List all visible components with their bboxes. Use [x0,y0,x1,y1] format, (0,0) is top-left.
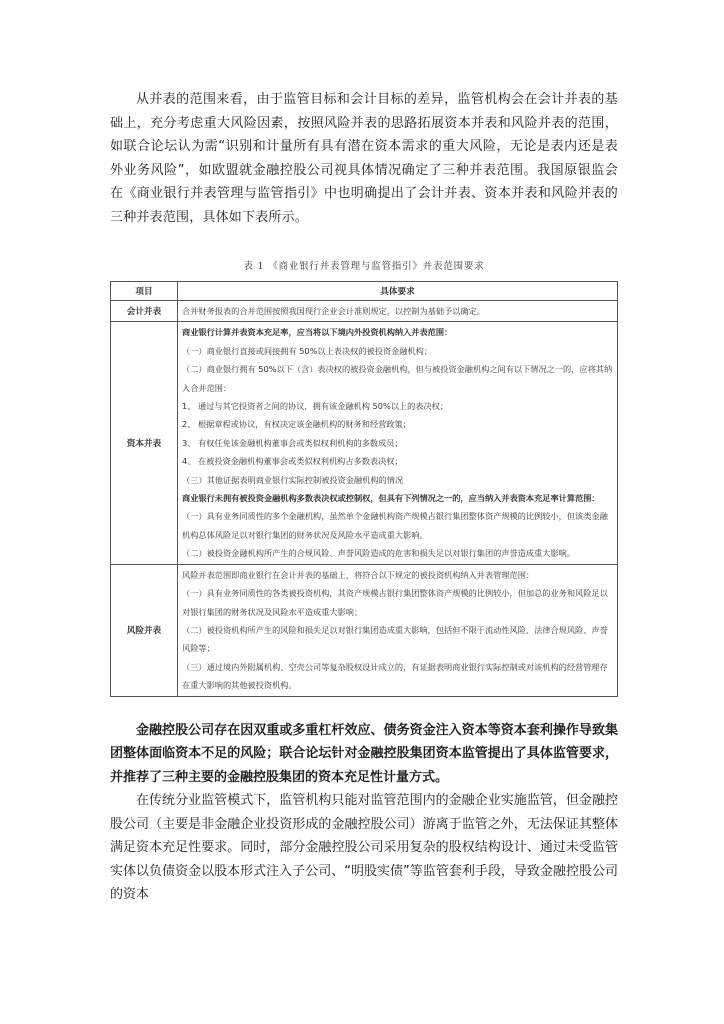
table-row [111,301,618,322]
requirement-line: （一）商业银行直接或间接拥有 50%以上表决权的被投资金融机构； [182,345,433,356]
intro-paragraph: 从并表的范围来看，由于监管目标和会计目标的差异，监管机构会在会计并表的基础上，充分考虑重大风险因素，按照风险并表的思路拓展资本并表和风险并表的范围，如联合论坛认为需“识别和计量所有具有潜在资本需求的重大风险，无论是表内还是表外业务风险”，如欧盟就金融控股公司视具体情况确定了三种并表范围。我国原银监会在《商业银行并表管理与监管指引》中也明确提出了会计并表、资本并表和风险并表的三种并表范围，具体如下表所示。 [110,92,618,225]
header-item: 项目 [111,282,178,301]
row-content [178,301,618,322]
section-heading: 金融控股公司存在因双重或多重杠杆效应、债务资金注入资本等资本套利操作导致集团整体面临资本不足的风险；联合论坛针对金融控股集团资本监管提出了具体监管要求，并推荐了三种主要的金融控股集团的资本充足性计量方式。 [110,722,618,785]
requirement-line: 2、 根据章程或协议，有权决定该金融机构的财务和经营政策； [182,419,411,430]
requirement-line: （二）被投资金融机构所产生的合规风险、声誉风险造成的危害和损失足以对银行集团的声誉造成重大影响。 [182,548,576,559]
requirement-line: （一）具有业务同质性的各类被投资机构，其资产规模占银行集团整体资产规模的比例较小，但加总的业务和风险足以对银行集团的财务状况及风险水平造成重大影响； [182,588,608,617]
table-caption: 表 1 《商业银行并表管理与监管指引》并表范围要求 [243,261,485,272]
requirement-line: 商业银行未拥有被投资金融机构多数表决权或控制权，但具有下列情况之一的，应当纳入并表资本充足率计算范围： [182,493,600,504]
requirement-line: 商业银行计算并表资本充足率，应当将以下境内外投资机构纳入并表范围： [182,327,453,338]
document-page [110,88,618,907]
consolidation-scope-table [110,281,618,697]
requirement-line: （二）被投资机构所产生的风险和损失足以对银行集团造成重大影响，包括但不限于流动性风险、法律合规风险、声誉风险等； [182,624,608,654]
row-label: 资本并表 [111,322,178,564]
table-row [111,564,618,696]
row-label: 风险并表 [111,564,178,696]
requirement-line: 4、 在被投资金融机构董事会或类似权利机构占多数表决权； [182,456,403,467]
table-row [111,322,618,564]
requirement-line: 合并财务报表的合并范围按照我国现行企业会计准则规定，以控制为基础予以确定。 [182,306,485,316]
row-content [178,322,618,564]
table-body [111,301,618,697]
requirement-line: 3、 有权任免该金融机构董事会或类似权利机构的多数成员； [182,437,403,448]
requirement-line: 1、 通过与其它投资者之间的协议，拥有该金融机构 50%以上的表决权； [182,401,449,412]
requirement-line: （二）商业银行拥有 50%以下（含）表决权的被投资金融机构，但与被投资金融机构之间有以下情况之一的，应将其纳入合并范围： [182,364,613,393]
row-label: 会计并表 [111,301,178,322]
requirement-line: 风险并表范围即商业银行在会计并表的基础上，将符合以下规定的被投资机构纳入并表管理范围： [182,569,535,580]
row-content [178,564,618,696]
header-requirements: 具体要求 [178,282,618,301]
requirement-line: （三）其他证据表明商业银行实际控制被投资金融机构的情况 [182,474,404,485]
requirement-line: （三）通过境内外附属机构、空壳公司等复杂股权设计成立的，有证据表明商业银行实际控制或对该机构的经营管理存在重大影响的其他被投资机构。 [182,661,608,691]
requirement-line: （一）具有业务同质性的多个金融机构，虽然单个金融机构资产规模占银行集团整体资产规模的比例较小，但该类金融机构总体风险足以对银行集团的财务状况及风险水平造成重大影响。 [182,511,608,540]
table-header-row [111,282,618,301]
section-paragraph: 在传统分业监管模式下，监管机构只能对监管范围内的金融企业实施监管，但金融控股公司（主要是非金融企业投资形成的金融控股公司）游离于监管之外，无法保证其整体满足资本充足性要求。同时，部分金融控股公司采用复杂的股权结构设计、通过未受监管实体以负债资金以股本形式注入子公司、“明股实债”等监管套利手段，导致金融控股公司的资本 [110,793,618,903]
